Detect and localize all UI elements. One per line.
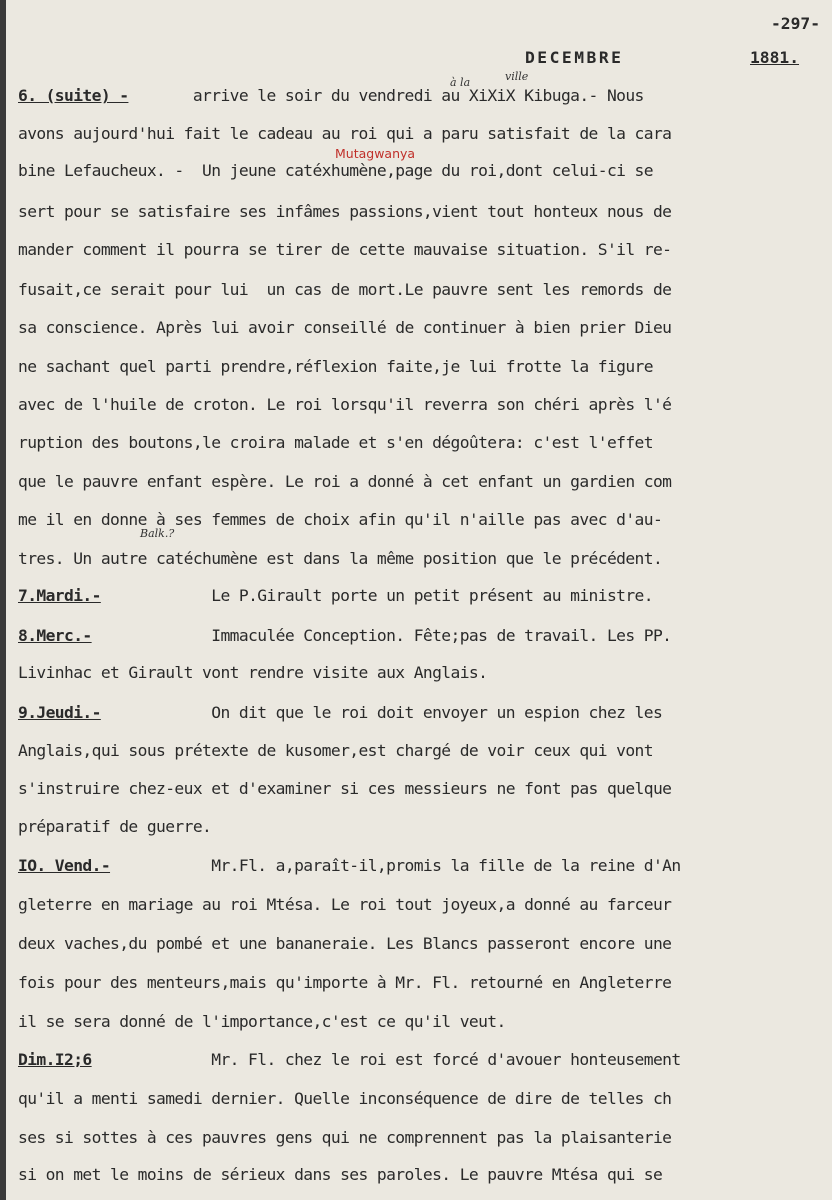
text-line <box>18 1165 662 1185</box>
header-month: DECEMBRE <box>525 48 624 67</box>
text-line <box>18 1128 671 1148</box>
text-line <box>18 433 653 453</box>
line-text: ne sachant quel parti prendre,réflexion faite,je lui frotte la figure <box>18 357 653 376</box>
text-line <box>18 817 211 837</box>
entry-date-label: 9.Jeudi.- <box>18 703 101 722</box>
text-line <box>18 124 671 144</box>
line-text: s'instruire chez-eux et d'examiner si ces messieurs ne font pas quelque <box>18 779 672 798</box>
line-text: bine Lefaucheux. - Un jeune catéxhumène,page du roi,dont celui-ci se <box>18 161 653 180</box>
text-line <box>18 1012 506 1032</box>
text-line <box>18 1050 681 1070</box>
binding-edge <box>0 0 6 1200</box>
entry-date-label: Dim.I2;6 <box>18 1050 92 1069</box>
line-text: fois pour des menteurs,mais qu'importe à Mr. Fl. retourné en Angleterre <box>18 973 672 992</box>
entry-date-label: 7.Mardi.- <box>18 586 101 605</box>
entry-date-label: IO. Vend.- <box>18 856 111 875</box>
line-text: avons aujourd'hui fait le cadeau au roi qui a paru satisfait de la cara <box>18 124 672 143</box>
line-text: deux vaches,du pombé et une bananeraie. Les Blancs passeront encore une <box>18 934 672 953</box>
text-line <box>18 973 671 993</box>
line-text: ruption des boutons,le croira malade et s'en dégoûtera: c'est l'effet <box>18 433 653 452</box>
text-line <box>18 1089 671 1109</box>
line-text: si on met le moins de sérieux dans ses paroles. Le pauvre Mtésa qui se <box>18 1165 663 1184</box>
line-text: gleterre en mariage au roi Mtésa. Le roi tout joyeux,a donné au farceur <box>18 895 672 914</box>
line-text: ses si sottes à ces pauvres gens qui ne comprennent pas la plaisanterie <box>18 1128 672 1147</box>
text-line <box>18 510 662 530</box>
line-text: que le pauvre enfant espère. Le roi a donné à cet enfant un gardien com <box>18 472 672 491</box>
line-text: On dit que le roi doit envoyer un espion chez les <box>100 703 663 722</box>
text-line <box>18 280 671 300</box>
line-text: sa conscience. Après lui avoir conseillé de continuer à bien prier Dieu <box>18 318 672 337</box>
line-text: arrive le soir du vendredi au XiXiX Kibuga.- Nous <box>128 86 644 105</box>
line-text: avec de l'huile de croton. Le roi lorsqu'il reverra son chéri après l'é <box>18 395 672 414</box>
line-text: préparatif de guerre. <box>18 817 212 836</box>
annotation-mutagwanya: Mutagwanya <box>335 146 416 161</box>
text-line <box>18 741 653 761</box>
text-line <box>18 703 662 723</box>
text-line <box>18 934 671 954</box>
text-line <box>18 357 653 377</box>
line-text: Anglais,qui sous prétexte de kusomer,est chargé de voir ceux qui vont <box>18 741 653 760</box>
entry-date-label: 6. (suite) - <box>18 86 129 105</box>
text-line <box>18 663 487 683</box>
annotation-a-la: à la <box>450 76 471 89</box>
text-line <box>18 161 653 181</box>
line-text: me il en donne à ses femmes de choix afin qu'il n'aille pas avec d'au- <box>18 510 663 529</box>
line-text: Le P.Girault porte un petit présent au ministre. <box>100 586 653 605</box>
line-text: tres. Un autre catéchumène est dans la même position que le précédent. <box>18 549 663 568</box>
text-line <box>18 895 671 915</box>
annotation-ville: ville <box>505 70 529 83</box>
line-text: Immaculée Conception. Fête;pas de travail. Les PP. <box>91 626 672 645</box>
line-text: Mr. Fl. chez le roi est forcé d'avouer honteusement <box>91 1050 681 1069</box>
text-line <box>18 626 671 646</box>
text-line <box>18 86 644 106</box>
text-line <box>18 856 681 876</box>
line-text: il se sera donné de l'importance,c'est ce qu'il veut. <box>18 1012 506 1031</box>
header-year: 1881. <box>750 48 800 67</box>
text-line <box>18 240 671 260</box>
text-line <box>18 395 671 415</box>
text-line <box>18 202 671 222</box>
line-text: Livinhac et Girault vont rendre visite aux Anglais. <box>18 663 488 682</box>
text-line <box>18 472 671 492</box>
text-line <box>18 318 671 338</box>
line-text: Mr.Fl. a,paraît-il,promis la fille de la reine d'An <box>110 856 681 875</box>
annotation-balk: Balk.? <box>140 527 175 540</box>
text-line <box>18 779 671 799</box>
text-line <box>18 586 653 606</box>
text-line <box>18 549 662 569</box>
entry-date-label: 8.Merc.- <box>18 626 92 645</box>
line-text: mander comment il pourra se tirer de cette mauvaise situation. S'il re- <box>18 240 672 259</box>
page-number: -297- <box>770 14 820 33</box>
line-text: qu'il a menti samedi dernier. Quelle inconséquence de dire de telles ch <box>18 1089 672 1108</box>
line-text: fusait,ce serait pour lui un cas de mort.Le pauvre sent les remords de <box>18 280 672 299</box>
line-text: sert pour se satisfaire ses infâmes passions,vient tout honteux nous de <box>18 202 672 221</box>
